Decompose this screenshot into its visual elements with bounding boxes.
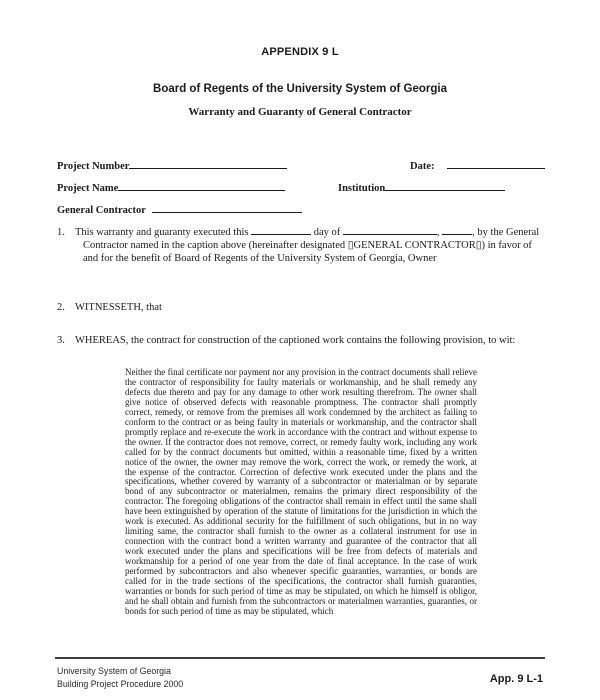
document-title: Warranty and Guaranty of General Contractor: [188, 106, 412, 118]
footer-line2: Building Project Procedure 2000: [57, 679, 184, 689]
clause-1-text: [75, 226, 545, 265]
general-contractor-label: General Contractor: [57, 205, 146, 216]
clause-1-seg-d: , by the General Contractor named in the caption above (hereinafter designated ▯GENERAL CONTRACTOR▯) in favor of and for the benefit of Board of Regents of the University System of Georgia, Owner: [83, 227, 540, 264]
project-name-blank[interactable]: [118, 180, 285, 191]
form-row-project-name-institution: [57, 178, 545, 192]
general-contractor-blank[interactable]: [152, 202, 302, 213]
institution-field-group: [338, 178, 505, 196]
clause-1-seg-a: This warranty and guaranty executed this: [75, 227, 252, 238]
page-reference: App. 9 L-1: [489, 673, 543, 685]
organization-title: Board of Regents of the University System of Georgia: [153, 83, 447, 95]
date-field-group: [410, 156, 545, 174]
day-blank[interactable]: [251, 226, 311, 235]
clause-1-number: 1.: [57, 227, 65, 238]
form-row-general-contractor: [57, 200, 545, 214]
clause-2: [57, 301, 545, 314]
clause-1-seg-c: ,: [436, 227, 443, 238]
institution-blank[interactable]: [385, 180, 505, 191]
year-blank[interactable]: [442, 226, 472, 235]
footer-rule: [55, 657, 545, 659]
form-row-project-number-date: [57, 156, 545, 170]
month-blank[interactable]: [343, 226, 437, 235]
clause-2-text: WITNESSETH, that: [75, 302, 162, 313]
appendix-title: APPENDIX 9 L: [261, 46, 339, 58]
institution-label: Institution: [338, 183, 386, 194]
footer-line1: University System of Georgia: [57, 666, 171, 676]
project-number-blank[interactable]: [129, 158, 287, 169]
clause-1-seg-b: day of: [311, 227, 343, 238]
clause-3: [57, 334, 545, 347]
date-blank[interactable]: [447, 158, 545, 169]
project-number-label: Project Number: [57, 161, 130, 172]
clause-3-number: 3.: [57, 335, 65, 346]
footer-info: [57, 665, 183, 691]
clause-2-number: 2.: [57, 302, 65, 313]
project-name-label: Project Name: [57, 183, 119, 194]
provision-text: Neither the final certificate nor payment nor any provision in the contract documents shall relieve the contractor of responsibility for faulty materials or workmanship, and he shall remedy any defects due thereto and pay for any damage to other work resulting therefrom. The owner shall give notice of observed defects with reasonable promptness. The contractor shall promptly correct, remedy, or remove from the premises all work condemned by the architect as failing to conform to the contract or as being faulty in materials or workmanship, and the contractor shall promptly replace and re-execute the work in accordance with the contract and without expense to the owner. If the contractor does not remove, correct, or remedy faulty work, including any work called for by the contract documents but omitted, within a reasonable time, fixed by a written notice of the owner, the owner may remove the work, correct the work, or remedy the work, at the expense of the contractor. Correction of defective work executed under the plans and the specifications, whether covered by warranty of a subcontractor or materialman or by separate bond of any subcontractor or materialmen, remains the primary direct responsibility of the contractor. The foregoing obligations of the contractor shall remain in effect until the same shall have been extinguished by operation of the statute of limitations for the jurisdiction in which the work is executed. As additional security for the fulfillment of such obligations, but in no way limiting same, the contractor shall furnish to the owner as a collateral instrument for use in connection with the contract bond a written warranty and guarantee of the contractor that all work executed under the plans and specifications will be free from defects of materials and workmanship for a period of one year from the date of final acceptance. In the case of work performed by subcontractors and also whenever specific guaranties, warranties, or bonds are called for in the trade sections of the specifications, the contractor shall furnish guaranties, warranties or bonds for such period of time as may be stipulated, on which he himself is obligor, and he shall obtain and furnish from the subcontractors or materialmen warranties, guaranties, or bonds for such period of time as may be stipulated, which: [125, 367, 477, 616]
clause-1: [57, 226, 545, 265]
clause-3-text: WHEREAS, the contract for construction of the captioned work contains the following provision, to wit:: [75, 335, 516, 346]
date-label: Date:: [410, 161, 435, 172]
